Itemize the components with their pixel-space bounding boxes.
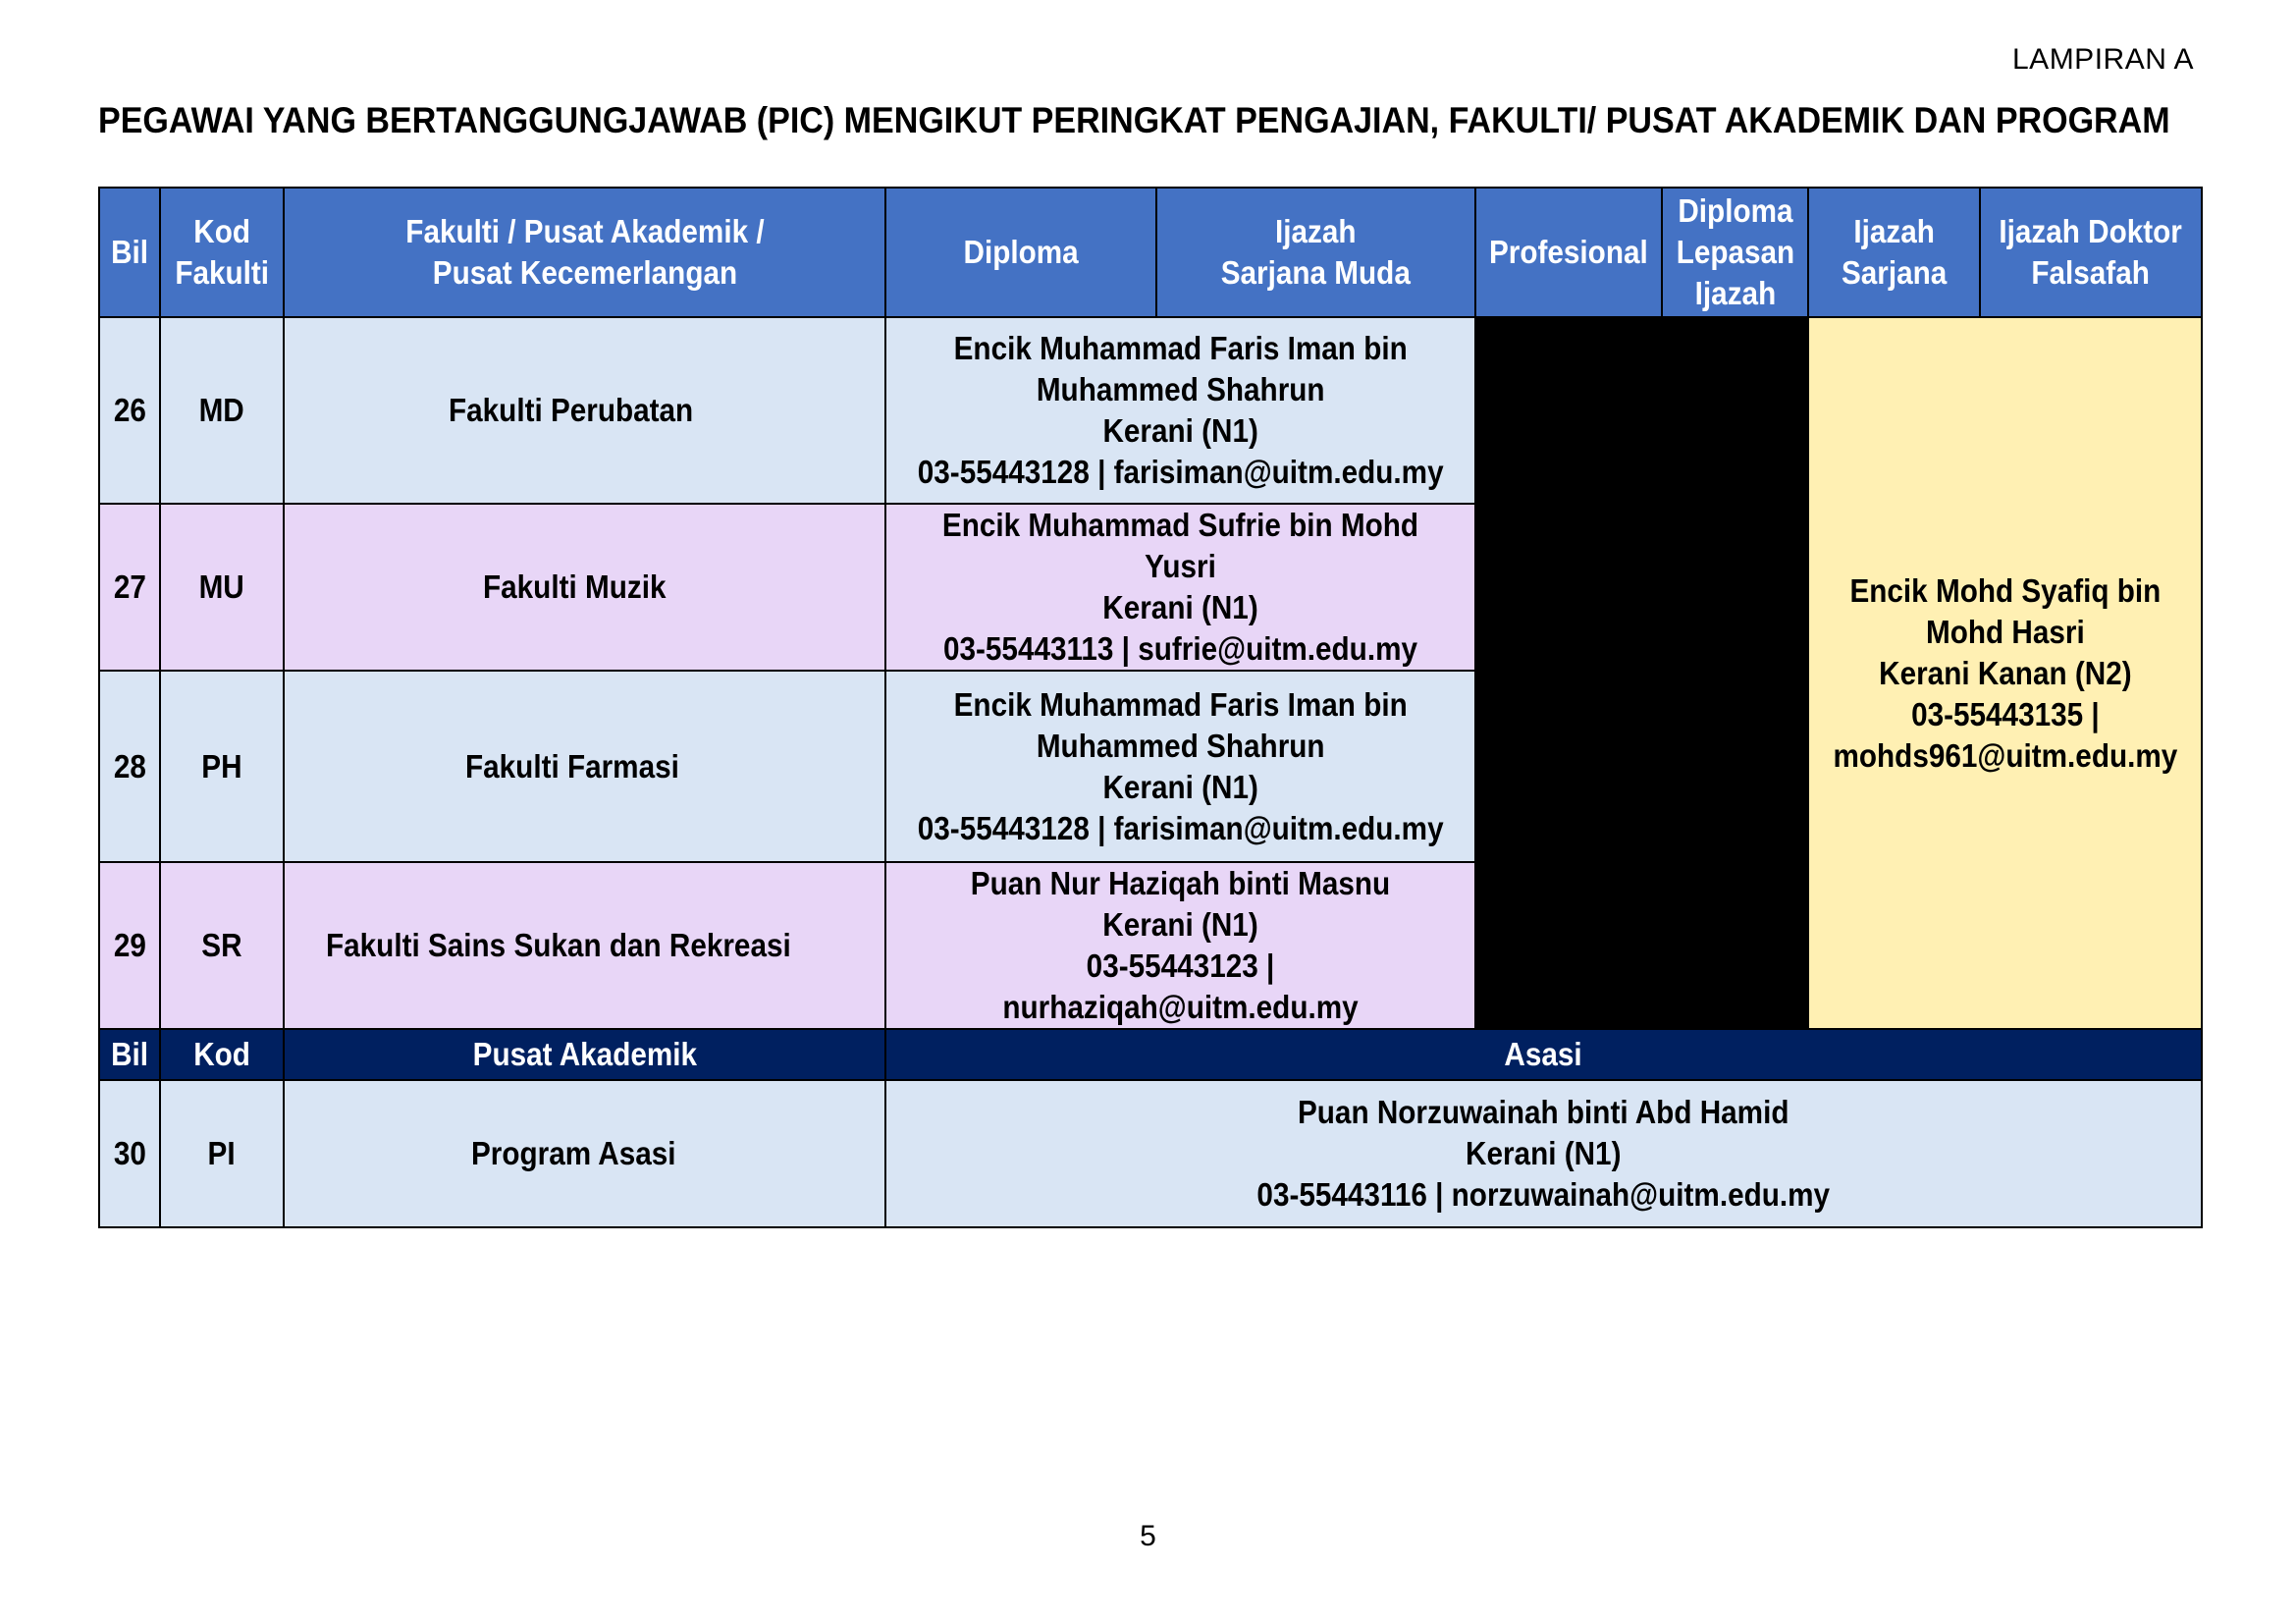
table-row <box>99 1080 2202 1227</box>
row-bil: 30 <box>99 1080 160 1227</box>
col-kod-fakulti: Kod Fakulti <box>160 188 284 317</box>
page-number: 5 <box>1140 1520 1156 1552</box>
sub-col-kod: Kod <box>160 1029 284 1080</box>
lampiran-label: LAMPIRAN A <box>2012 43 2195 76</box>
row-pic: Encik Muhammad Faris Iman bin Muhammed Shahrun Kerani (N1) 03-55443128 | farisiman@uitm.edu.my <box>885 671 1475 862</box>
row-bil: 28 <box>99 671 160 862</box>
row-pic: Puan Norzuwainah binti Abd Hamid Kerani (N1) 03-55443116 | norzuwainah@uitm.edu.my <box>885 1080 2202 1227</box>
asasi-header-row <box>99 1029 2202 1080</box>
row-pic: Encik Muhammad Faris Iman bin Muhammed Shahrun Kerani (N1) 03-55443128 | farisiman@uitm.edu.my <box>885 317 1475 504</box>
row-program: Program Asasi <box>284 1080 885 1227</box>
col-ijazah-sarjana-muda: Ijazah Sarjana Muda <box>1156 188 1475 317</box>
redacted-block <box>1475 317 1808 1029</box>
row-bil: 26 <box>99 317 160 504</box>
row-kod: MU <box>160 504 284 671</box>
col-ijazah-sarjana: Ijazah Sarjana <box>1808 188 1980 317</box>
postgrad-pic: Encik Mohd Syafiq bin Mohd Hasri Kerani Kanan (N2) 03-55443135 | mohds961@uitm.edu.my <box>1808 317 2202 1029</box>
col-diploma-lepasan-ijazah: Diploma Lepasan Ijazah <box>1662 188 1808 317</box>
col-profesional: Profesional <box>1475 188 1662 317</box>
row-kod: PH <box>160 671 284 862</box>
sub-col-bil: Bil <box>99 1029 160 1080</box>
row-pic: Puan Nur Haziqah binti Masnu Kerani (N1) 03-55443123 | nurhaziqah@uitm.edu.my <box>885 862 1475 1029</box>
row-kod: MD <box>160 317 284 504</box>
row-pic: Encik Muhammad Sufrie bin Mohd Yusri Kerani (N1) 03-55443113 | sufrie@uitm.edu.my <box>885 504 1475 671</box>
row-kod: PI <box>160 1080 284 1227</box>
col-diploma: Diploma <box>885 188 1156 317</box>
col-bil: Bil <box>99 188 160 317</box>
page-title: PEGAWAI YANG BERTANGGUNGJAWAB (PIC) MENGIKUT PERINGKAT PENGAJIAN, FAKULTI/ PUSAT AKADEMIK DAN PROGRAM <box>98 100 2170 140</box>
row-kod: SR <box>160 862 284 1029</box>
row-bil: 27 <box>99 504 160 671</box>
col-fakulti: Fakulti / Pusat Akademik / Pusat Kecemerlangan <box>284 188 885 317</box>
col-ijazah-doktor-falsafah: Ijazah Doktor Falsafah <box>1980 188 2202 317</box>
row-bil: 29 <box>99 862 160 1029</box>
row-fakulti: Fakulti Perubatan <box>284 317 885 504</box>
row-fakulti: Fakulti Sains Sukan dan Rekreasi <box>284 862 885 1029</box>
sub-col-pusat: Pusat Akademik <box>284 1029 885 1080</box>
row-fakulti: Fakulti Farmasi <box>284 671 885 862</box>
pic-table <box>98 187 2203 1228</box>
sub-col-asasi: Asasi <box>885 1029 2202 1080</box>
row-fakulti: Fakulti Muzik <box>284 504 885 671</box>
table-header-row <box>99 188 2202 317</box>
table-row <box>99 317 2202 504</box>
